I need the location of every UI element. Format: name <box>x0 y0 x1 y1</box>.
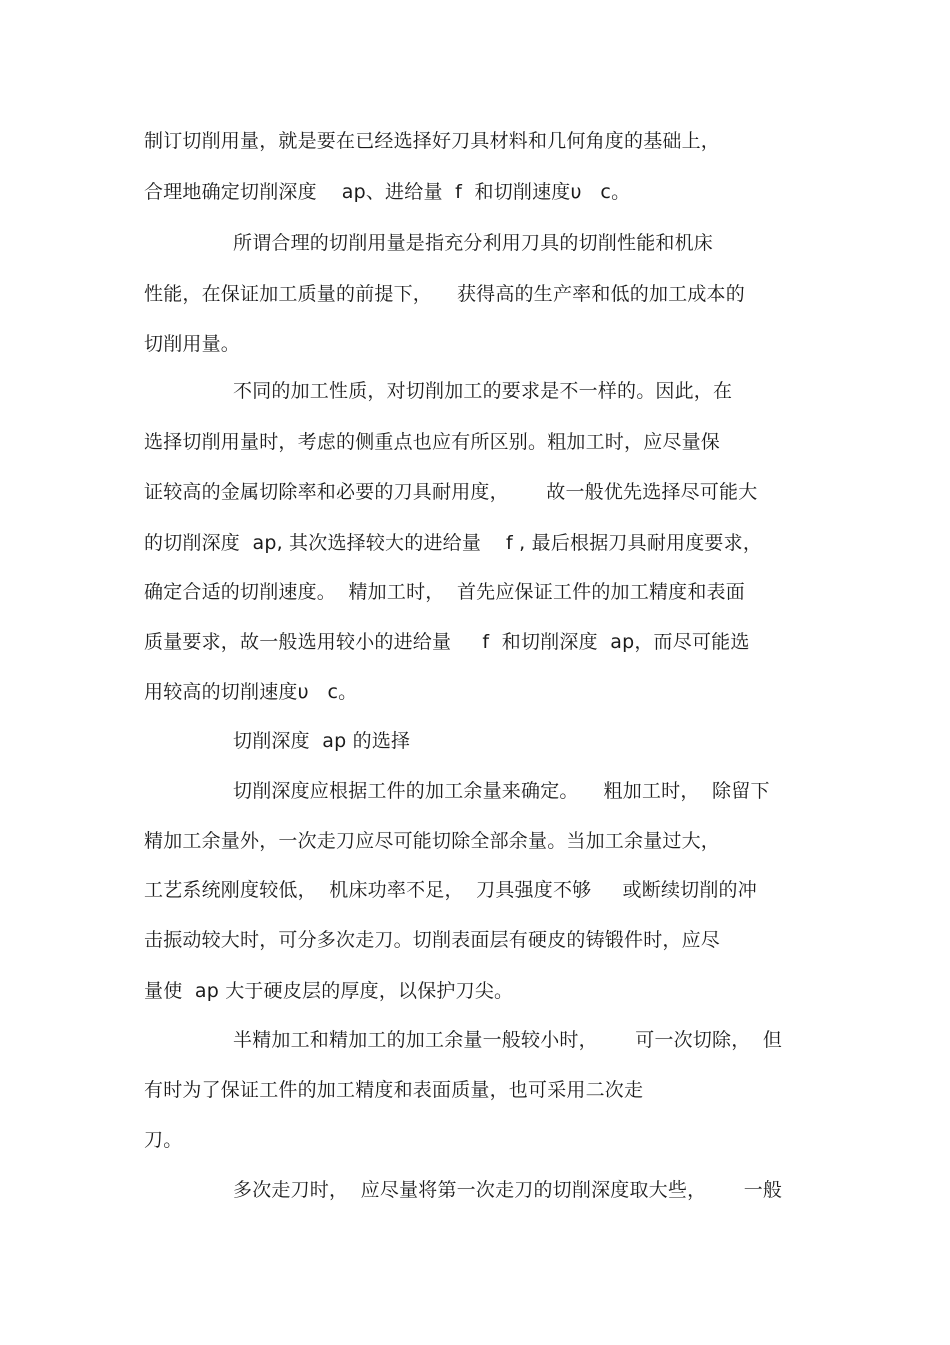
paragraph-start-line: 所谓合理的切削用量是指充分利用刀具的切削性能和机床 <box>233 232 714 254</box>
text-line: 质量要求，故一般选用较小的进给量 f 和切削深度 ap，而尽可能选 <box>144 631 750 653</box>
text-line: 的切削深度 ap, 其次选择较大的进给量 f , 最后根据刀具耐用度要求， <box>144 532 763 554</box>
paragraph-start-line: 半精加工和精加工的加工余量一般较小时， 可一次切除， 但 <box>233 1029 783 1051</box>
text-line: 精加工余量外，一次走刀应尽可能切除全部余量。当加工余量过大， <box>144 830 721 852</box>
text-line: 合理地确定切削深度 ap、进给量 f 和切削速度υ c。 <box>144 181 631 203</box>
text-line: 工艺系统刚度较低， 机床功率不足， 刀具强度不够 或断续切削的冲 <box>144 879 757 901</box>
text-line: 刀。 <box>144 1129 183 1151</box>
paragraph-start-line: 多次走刀时， 应尽量将第一次走刀的切削深度取大些， 一般 <box>233 1179 783 1201</box>
text-line: 有时为了保证工件的加工精度和表面质量，也可采用二次走 <box>144 1079 644 1101</box>
text-line: 选择切削用量时，考虑的侧重点也应有所区别。粗加工时，应尽量保 <box>144 431 721 453</box>
paragraph-start-line: 切削深度应根据工件的加工余量来确定。 粗加工时， 除留下 <box>233 780 770 802</box>
section-heading: 切削深度 ap 的选择 <box>233 730 411 752</box>
paragraph-start-line: 不同的加工性质，对切削加工的要求是不一样的。因此，在 <box>233 380 733 402</box>
text-line: 量使 ap 大于硬皮层的厚度，以保护刀尖。 <box>144 980 514 1002</box>
text-line: 用较高的切削速度υ c。 <box>144 681 358 703</box>
text-line: 切削用量。 <box>144 333 241 355</box>
text-line: 击振动较大时，可分多次走刀。切削表面层有硬皮的铸锻件时，应尽 <box>144 929 721 951</box>
text-line: 确定合适的切削速度。 精加工时， 首先应保证工件的加工精度和表面 <box>144 581 745 603</box>
text-line: 制订切削用量，就是要在已经选择好刀具材料和几何角度的基础上， <box>144 130 721 152</box>
text-line: 证较高的金属切除率和必要的刀具耐用度， 故一般优先选择尽可能大 <box>144 481 758 503</box>
text-line: 性能，在保证加工质量的前提下， 获得高的生产率和低的加工成本的 <box>144 283 745 305</box>
